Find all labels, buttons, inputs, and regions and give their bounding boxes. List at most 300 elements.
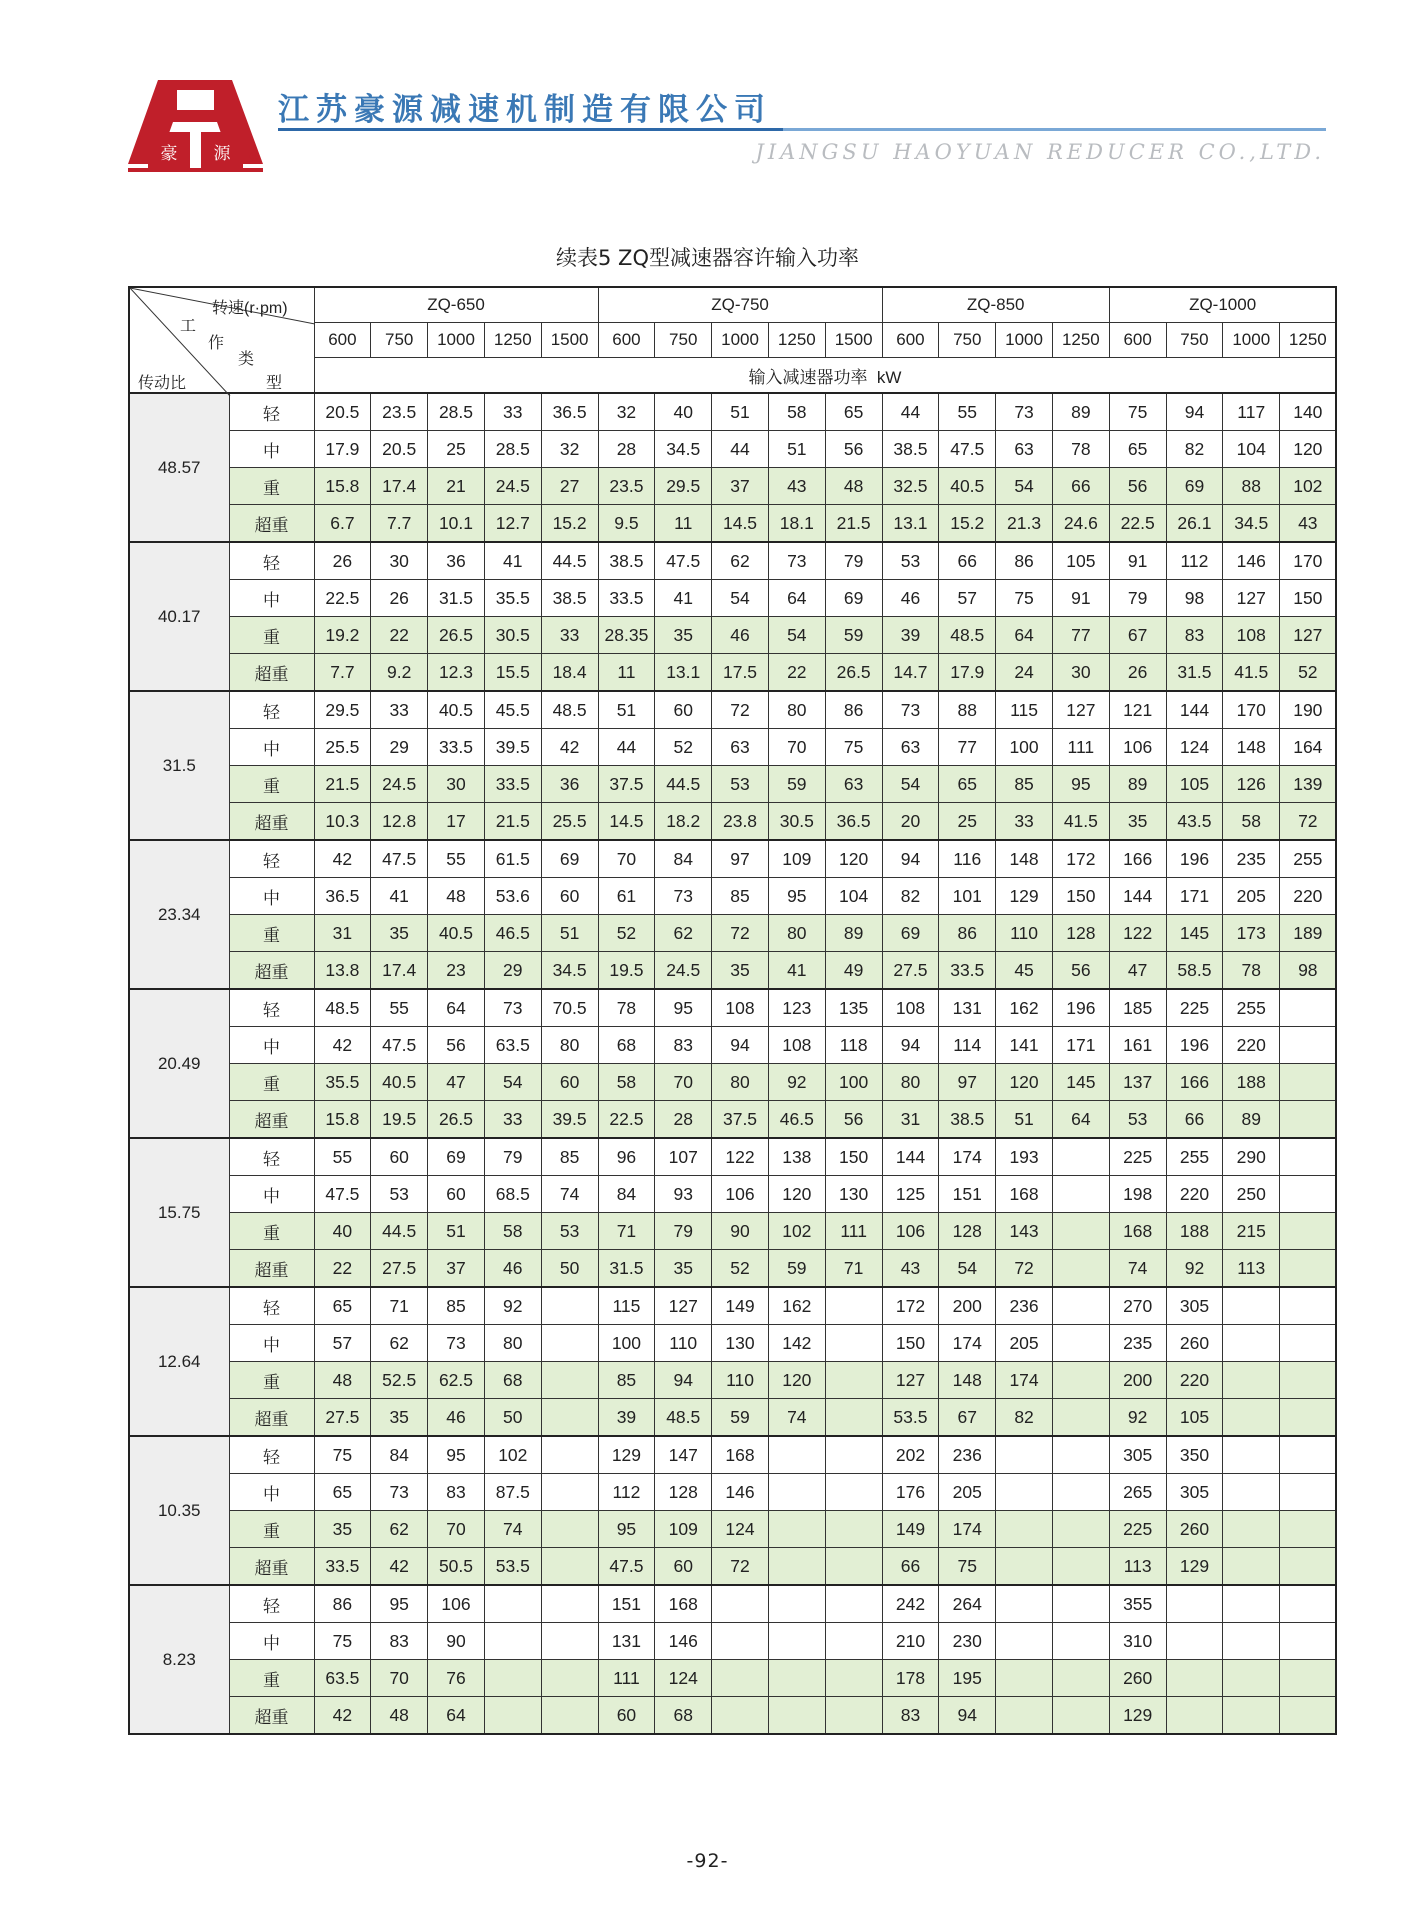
- power-value-cell: 128: [655, 1474, 712, 1511]
- power-value-cell: 290: [1223, 1138, 1280, 1176]
- power-value-cell: 35: [371, 915, 428, 952]
- power-value-cell: 13.8: [314, 952, 371, 990]
- power-value-cell: 120: [1280, 431, 1337, 468]
- table-row: [129, 617, 1336, 654]
- power-value-cell: 67: [939, 1399, 996, 1437]
- table-row: [129, 580, 1336, 617]
- power-value-cell: 114: [939, 1027, 996, 1064]
- power-value-cell: 34.5: [655, 431, 712, 468]
- power-value-cell: 30: [1052, 654, 1109, 692]
- power-value-cell: 75: [939, 1548, 996, 1586]
- power-value-cell: 60: [655, 1548, 712, 1586]
- power-value-cell: 63.5: [484, 1027, 541, 1064]
- power-value-cell: 255: [1166, 1138, 1223, 1176]
- speed-header: 1250: [1280, 323, 1337, 358]
- power-value-cell: 77: [1052, 617, 1109, 654]
- power-value-cell: 35: [655, 617, 712, 654]
- power-value-cell: 80: [541, 1027, 598, 1064]
- load-type-cell: 中: [229, 1623, 314, 1660]
- power-value-cell: 86: [939, 915, 996, 952]
- power-value-cell: 47.5: [598, 1548, 655, 1586]
- power-value-cell: 102: [1280, 468, 1337, 505]
- power-value-cell: 220: [1223, 1027, 1280, 1064]
- power-value-cell: [1223, 1660, 1280, 1697]
- load-type-cell: 超重: [229, 1101, 314, 1139]
- power-value-cell: 92: [1166, 1250, 1223, 1288]
- power-value-cell: 111: [1052, 729, 1109, 766]
- power-value-cell: 42: [541, 729, 598, 766]
- power-value-cell: 128: [939, 1213, 996, 1250]
- power-value-cell: 93: [655, 1176, 712, 1213]
- power-value-cell: 17.9: [314, 431, 371, 468]
- speed-header: 1250: [1052, 323, 1109, 358]
- power-value-cell: 149: [712, 1287, 769, 1325]
- power-value-cell: 83: [882, 1697, 939, 1735]
- power-value-cell: [825, 1325, 882, 1362]
- load-type-cell: 超重: [229, 1548, 314, 1586]
- power-value-cell: 70: [655, 1064, 712, 1101]
- power-value-cell: 79: [655, 1213, 712, 1250]
- power-value-cell: 31.5: [428, 580, 485, 617]
- table-row: [129, 691, 1336, 729]
- power-value-cell: 305: [1109, 1436, 1166, 1474]
- power-value-cell: 196: [1166, 1027, 1223, 1064]
- corner-speed-label: 转速(r·pm): [212, 300, 288, 317]
- power-value-cell: 51: [541, 915, 598, 952]
- power-value-cell: 56: [1052, 952, 1109, 990]
- power-value-cell: [1280, 1325, 1337, 1362]
- power-value-cell: [768, 1697, 825, 1735]
- power-value-cell: 162: [996, 989, 1053, 1027]
- power-value-cell: 108: [768, 1027, 825, 1064]
- power-value-cell: 28: [655, 1101, 712, 1139]
- power-value-cell: 69: [428, 1138, 485, 1176]
- power-value-cell: 64: [996, 617, 1053, 654]
- power-value-cell: 64: [1052, 1101, 1109, 1139]
- power-value-cell: 76: [428, 1660, 485, 1697]
- power-value-cell: 12.3: [428, 654, 485, 692]
- load-type-cell: 轻: [229, 393, 314, 431]
- table-row: [129, 1101, 1336, 1139]
- power-value-cell: 69: [541, 840, 598, 878]
- power-value-cell: 185: [1109, 989, 1166, 1027]
- power-value-cell: 62: [655, 915, 712, 952]
- power-value-cell: [768, 1474, 825, 1511]
- ratio-cell: 20.49: [129, 989, 229, 1138]
- power-value-cell: 178: [882, 1660, 939, 1697]
- power-value-cell: 140: [1280, 393, 1337, 431]
- power-value-cell: 24.5: [655, 952, 712, 990]
- power-value-cell: 148: [996, 840, 1053, 878]
- power-value-cell: 126: [1223, 766, 1280, 803]
- table-row: [129, 1250, 1336, 1288]
- power-value-cell: 24: [996, 654, 1053, 692]
- power-value-cell: 38.5: [541, 580, 598, 617]
- power-value-cell: 108: [1223, 617, 1280, 654]
- power-value-cell: 106: [712, 1176, 769, 1213]
- power-value-cell: 55: [314, 1138, 371, 1176]
- power-value-cell: 60: [598, 1697, 655, 1735]
- power-value-cell: 68: [655, 1697, 712, 1735]
- power-value-cell: 48.5: [314, 989, 371, 1027]
- power-value-cell: 161: [1109, 1027, 1166, 1064]
- table-row: [129, 1474, 1336, 1511]
- power-value-cell: 174: [996, 1362, 1053, 1399]
- power-value-cell: 70: [598, 840, 655, 878]
- power-value-cell: 22: [371, 617, 428, 654]
- power-value-cell: 43: [882, 1250, 939, 1288]
- power-value-cell: 129: [598, 1436, 655, 1474]
- power-value-cell: 18.1: [768, 505, 825, 543]
- power-value-cell: 68: [598, 1027, 655, 1064]
- power-value-cell: 83: [371, 1623, 428, 1660]
- power-value-cell: 188: [1166, 1213, 1223, 1250]
- power-value-cell: 70: [428, 1511, 485, 1548]
- power-value-cell: 116: [939, 840, 996, 878]
- power-value-cell: [825, 1585, 882, 1623]
- power-value-cell: 94: [655, 1362, 712, 1399]
- power-value-cell: 127: [655, 1287, 712, 1325]
- power-value-cell: 29.5: [314, 691, 371, 729]
- logo-char-left: 豪: [160, 144, 178, 164]
- power-value-cell: 54: [484, 1064, 541, 1101]
- power-value-cell: 30: [428, 766, 485, 803]
- power-value-cell: 26.1: [1166, 505, 1223, 543]
- table-row: [129, 803, 1336, 841]
- power-value-cell: 145: [1052, 1064, 1109, 1101]
- power-value-cell: [1166, 1585, 1223, 1623]
- registered-mark: ®: [248, 150, 261, 165]
- power-value-cell: [541, 1325, 598, 1362]
- power-value-cell: 44.5: [655, 766, 712, 803]
- power-value-cell: 25.5: [541, 803, 598, 841]
- power-value-cell: 91: [1109, 542, 1166, 580]
- power-value-cell: 82: [882, 878, 939, 915]
- power-value-cell: 74: [1109, 1250, 1166, 1288]
- ratio-cell: 23.34: [129, 840, 229, 989]
- power-value-cell: 33: [484, 393, 541, 431]
- power-value-cell: 80: [768, 915, 825, 952]
- power-value-cell: 86: [314, 1585, 371, 1623]
- power-value-cell: 59: [712, 1399, 769, 1437]
- power-value-cell: 127: [882, 1362, 939, 1399]
- power-value-cell: [768, 1660, 825, 1697]
- power-value-cell: 200: [939, 1287, 996, 1325]
- power-value-cell: 71: [825, 1250, 882, 1288]
- power-value-cell: 47: [428, 1064, 485, 1101]
- power-value-cell: 236: [939, 1436, 996, 1474]
- power-value-cell: 225: [1109, 1138, 1166, 1176]
- power-value-cell: 130: [712, 1325, 769, 1362]
- power-value-cell: 200: [1109, 1362, 1166, 1399]
- power-value-cell: 115: [598, 1287, 655, 1325]
- load-type-cell: 轻: [229, 691, 314, 729]
- load-type-cell: 轻: [229, 1287, 314, 1325]
- power-value-cell: 128: [1052, 915, 1109, 952]
- power-value-cell: 53.6: [484, 878, 541, 915]
- load-type-cell: 轻: [229, 542, 314, 580]
- power-value-cell: 94: [1166, 393, 1223, 431]
- power-value-cell: 144: [1109, 878, 1166, 915]
- power-value-cell: 89: [1109, 766, 1166, 803]
- power-value-cell: 98: [1166, 580, 1223, 617]
- speed-header: 600: [1109, 323, 1166, 358]
- power-value-cell: 148: [939, 1362, 996, 1399]
- power-value-cell: [825, 1474, 882, 1511]
- power-value-cell: [1280, 1064, 1337, 1101]
- power-value-cell: 41: [768, 952, 825, 990]
- power-value-cell: 60: [428, 1176, 485, 1213]
- power-value-cell: 198: [1109, 1176, 1166, 1213]
- load-type-cell: 重: [229, 1660, 314, 1697]
- power-value-cell: 65: [939, 766, 996, 803]
- power-value-cell: 33: [996, 803, 1053, 841]
- power-value-cell: 123: [768, 989, 825, 1027]
- power-value-cell: 110: [712, 1362, 769, 1399]
- power-value-cell: 18.2: [655, 803, 712, 841]
- power-value-cell: 51: [996, 1101, 1053, 1139]
- power-value-cell: 129: [1166, 1548, 1223, 1586]
- power-value-cell: 105: [1166, 766, 1223, 803]
- power-value-cell: 24.5: [371, 766, 428, 803]
- power-value-cell: 42: [314, 840, 371, 878]
- power-value-cell: 82: [996, 1399, 1053, 1437]
- load-type-cell: 轻: [229, 1138, 314, 1176]
- load-type-cell: 超重: [229, 654, 314, 692]
- power-value-cell: 27.5: [314, 1399, 371, 1437]
- power-value-cell: 28.5: [428, 393, 485, 431]
- power-value-cell: 150: [1052, 878, 1109, 915]
- table-row: [129, 1697, 1336, 1735]
- power-value-cell: 72: [1280, 803, 1337, 841]
- power-value-cell: 172: [882, 1287, 939, 1325]
- power-value-cell: 40: [655, 393, 712, 431]
- power-value-cell: [1223, 1697, 1280, 1735]
- load-type-cell: 重: [229, 1213, 314, 1250]
- power-value-cell: 235: [1109, 1325, 1166, 1362]
- power-value-cell: 52: [712, 1250, 769, 1288]
- power-value-cell: 51: [712, 393, 769, 431]
- power-value-cell: 12.7: [484, 505, 541, 543]
- power-value-cell: 124: [655, 1660, 712, 1697]
- power-value-cell: [1280, 1399, 1337, 1437]
- power-value-cell: 220: [1280, 878, 1337, 915]
- ratio-cell: 15.75: [129, 1138, 229, 1287]
- corner-type-label-1: 类: [238, 351, 255, 368]
- power-value-cell: 142: [768, 1325, 825, 1362]
- ratio-cell: 40.17: [129, 542, 229, 691]
- power-value-cell: 110: [996, 915, 1053, 952]
- speed-header: 750: [1166, 323, 1223, 358]
- power-value-cell: [541, 1623, 598, 1660]
- power-value-cell: 46.5: [768, 1101, 825, 1139]
- power-value-cell: 168: [1109, 1213, 1166, 1250]
- power-value-cell: 305: [1166, 1287, 1223, 1325]
- power-value-cell: 196: [1166, 840, 1223, 878]
- power-value-cell: 141: [996, 1027, 1053, 1064]
- power-value-cell: [996, 1548, 1053, 1586]
- power-value-cell: [996, 1697, 1053, 1735]
- speed-header: 1000: [428, 323, 485, 358]
- power-value-cell: 117: [1223, 393, 1280, 431]
- power-value-cell: 58.5: [1166, 952, 1223, 990]
- power-value-cell: 265: [1109, 1474, 1166, 1511]
- model-header: ZQ-1000: [1109, 287, 1336, 323]
- power-value-cell: 75: [314, 1436, 371, 1474]
- power-value-cell: 151: [939, 1176, 996, 1213]
- power-value-cell: 41: [655, 580, 712, 617]
- power-value-cell: 168: [712, 1436, 769, 1474]
- load-type-cell: 中: [229, 878, 314, 915]
- power-value-cell: 205: [1223, 878, 1280, 915]
- power-value-cell: 59: [768, 766, 825, 803]
- power-value-cell: [541, 1585, 598, 1623]
- power-value-cell: 53: [541, 1213, 598, 1250]
- power-value-cell: 84: [371, 1436, 428, 1474]
- power-value-cell: 176: [882, 1474, 939, 1511]
- power-value-cell: 45: [996, 952, 1053, 990]
- power-value-cell: 220: [1166, 1362, 1223, 1399]
- power-value-cell: 39: [882, 617, 939, 654]
- power-value-cell: 95: [655, 989, 712, 1027]
- power-value-cell: 110: [655, 1325, 712, 1362]
- power-value-cell: 60: [541, 1064, 598, 1101]
- power-value-cell: 170: [1280, 542, 1337, 580]
- power-value-cell: 65: [1109, 431, 1166, 468]
- power-value-cell: [1052, 1585, 1109, 1623]
- power-value-cell: 69: [1166, 468, 1223, 505]
- power-value-cell: 58: [768, 393, 825, 431]
- power-value-cell: 41.5: [1223, 654, 1280, 692]
- power-value-cell: 112: [1166, 542, 1223, 580]
- power-value-cell: 189: [1280, 915, 1337, 952]
- power-value-cell: 72: [712, 915, 769, 952]
- power-value-cell: 66: [939, 542, 996, 580]
- power-value-cell: 33.5: [939, 952, 996, 990]
- power-value-cell: 17.4: [371, 468, 428, 505]
- power-value-cell: 48.5: [939, 617, 996, 654]
- power-value-cell: 75: [1109, 393, 1166, 431]
- power-value-cell: 47: [1109, 952, 1166, 990]
- power-value-cell: 235: [1223, 840, 1280, 878]
- power-value-cell: [1052, 1138, 1109, 1176]
- power-value-cell: 137: [1109, 1064, 1166, 1101]
- speed-header: 1000: [1223, 323, 1280, 358]
- power-value-cell: 51: [428, 1213, 485, 1250]
- power-value-cell: 174: [939, 1325, 996, 1362]
- power-value-cell: 7.7: [314, 654, 371, 692]
- power-value-cell: 75: [825, 729, 882, 766]
- power-value-cell: 17.5: [712, 654, 769, 692]
- power-value-cell: [768, 1585, 825, 1623]
- power-value-cell: 32.5: [882, 468, 939, 505]
- power-value-cell: [1223, 1436, 1280, 1474]
- power-value-cell: [1052, 1399, 1109, 1437]
- power-value-cell: 35: [314, 1511, 371, 1548]
- power-value-cell: 145: [1166, 915, 1223, 952]
- power-value-cell: 89: [1223, 1101, 1280, 1139]
- power-table-wrapper: [128, 286, 1335, 1735]
- power-value-cell: 40: [314, 1213, 371, 1250]
- power-value-cell: [1280, 1585, 1337, 1623]
- load-type-cell: 中: [229, 580, 314, 617]
- power-value-cell: 127: [1280, 617, 1337, 654]
- power-value-cell: 74: [768, 1399, 825, 1437]
- power-value-cell: 84: [598, 1176, 655, 1213]
- power-value-cell: 63: [996, 431, 1053, 468]
- model-header: ZQ-850: [882, 287, 1109, 323]
- power-value-cell: [1052, 1362, 1109, 1399]
- power-value-cell: 255: [1280, 840, 1337, 878]
- corner-work-label-1: 工: [180, 318, 197, 335]
- power-value-cell: 36.5: [541, 393, 598, 431]
- power-value-cell: [1280, 1027, 1337, 1064]
- power-value-cell: 25.5: [314, 729, 371, 766]
- power-value-cell: 63: [882, 729, 939, 766]
- power-value-cell: 32: [598, 393, 655, 431]
- power-value-cell: 50: [541, 1250, 598, 1288]
- power-value-cell: 35: [655, 1250, 712, 1288]
- load-type-cell: 超重: [229, 1399, 314, 1437]
- speed-header: 1000: [996, 323, 1053, 358]
- power-value-cell: 97: [939, 1064, 996, 1101]
- power-value-cell: 115: [996, 691, 1053, 729]
- power-value-cell: 120: [768, 1362, 825, 1399]
- power-value-cell: 40.5: [428, 691, 485, 729]
- power-value-cell: 242: [882, 1585, 939, 1623]
- power-value-cell: 13.1: [882, 505, 939, 543]
- power-value-cell: 148: [1223, 729, 1280, 766]
- power-value-cell: [825, 1436, 882, 1474]
- power-value-cell: [1280, 1511, 1337, 1548]
- power-value-cell: 87.5: [484, 1474, 541, 1511]
- power-value-cell: 190: [1280, 691, 1337, 729]
- power-value-cell: 28.35: [598, 617, 655, 654]
- power-value-cell: 113: [1109, 1548, 1166, 1586]
- power-value-cell: 56: [825, 1101, 882, 1139]
- power-value-cell: 65: [314, 1287, 371, 1325]
- power-value-cell: 15.5: [484, 654, 541, 692]
- power-value-cell: 125: [882, 1176, 939, 1213]
- power-value-cell: 43: [768, 468, 825, 505]
- power-value-cell: 118: [825, 1027, 882, 1064]
- power-value-cell: 108: [712, 989, 769, 1027]
- power-value-cell: 29.5: [655, 468, 712, 505]
- power-value-cell: [1280, 1697, 1337, 1735]
- power-value-cell: 33: [541, 617, 598, 654]
- power-value-cell: 58: [1223, 803, 1280, 841]
- power-value-cell: [541, 1511, 598, 1548]
- power-value-cell: 74: [541, 1176, 598, 1213]
- power-value-cell: [825, 1362, 882, 1399]
- power-value-cell: 193: [996, 1138, 1053, 1176]
- power-value-cell: 75: [996, 580, 1053, 617]
- power-value-cell: 89: [1052, 393, 1109, 431]
- load-type-cell: 重: [229, 766, 314, 803]
- table-row: [129, 1138, 1336, 1176]
- power-value-cell: 33.5: [484, 766, 541, 803]
- power-value-cell: 131: [598, 1623, 655, 1660]
- power-value-cell: 111: [825, 1213, 882, 1250]
- power-value-cell: 33: [371, 691, 428, 729]
- power-value-cell: [1052, 1697, 1109, 1735]
- power-value-cell: 31: [314, 915, 371, 952]
- power-value-cell: 73: [655, 878, 712, 915]
- load-type-cell: 中: [229, 431, 314, 468]
- power-value-cell: 26.5: [428, 1101, 485, 1139]
- power-value-cell: 64: [428, 989, 485, 1027]
- power-value-cell: 15.2: [541, 505, 598, 543]
